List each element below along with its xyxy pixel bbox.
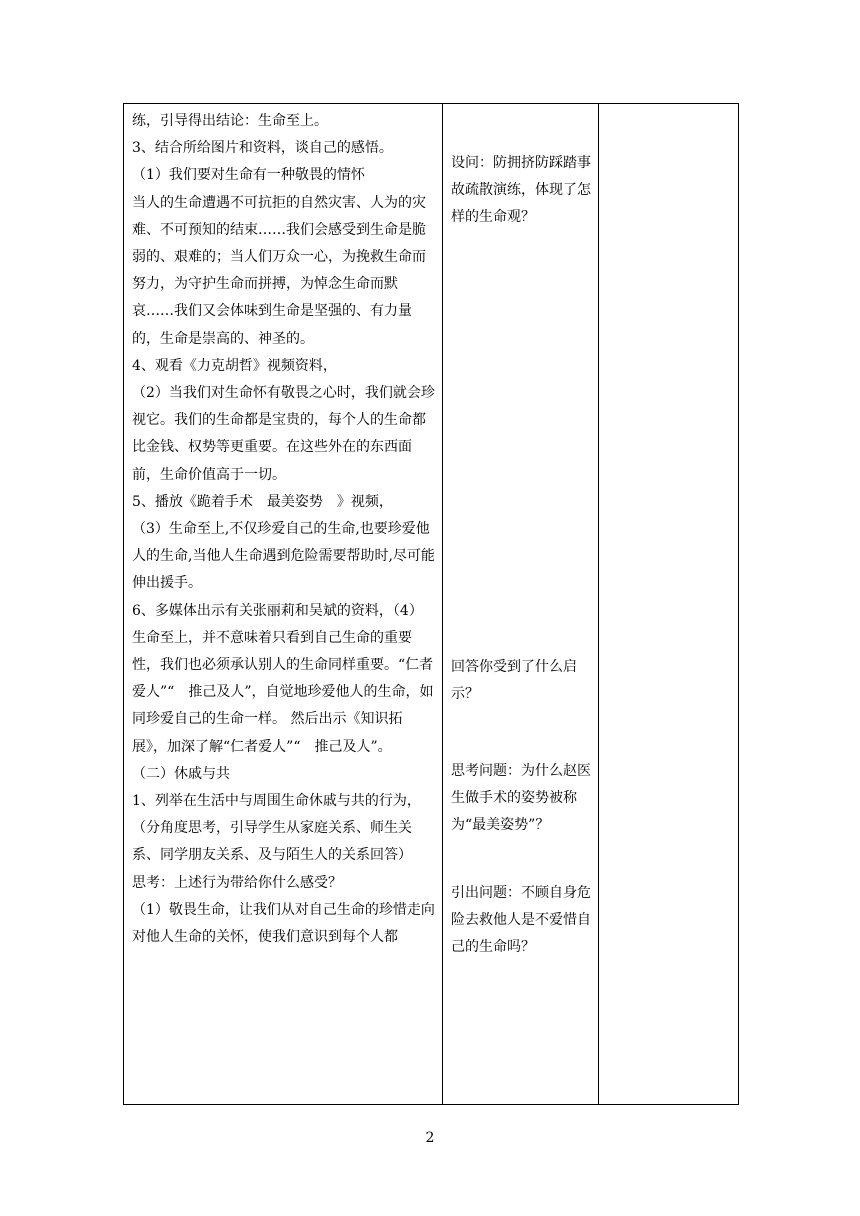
paragraph: 思考：上述行为带给你什么感受？ <box>132 874 342 891</box>
teaching-process-cell <box>124 104 443 1105</box>
paragraph: 练，引导得出结论：生命至上。 <box>132 113 328 129</box>
paragraph: （二）休戚与共 <box>132 765 230 782</box>
notes-cell <box>599 104 739 1105</box>
paragraph: 当人的生命遭遇不可抗拒的自然灾害、人为的灾难、不可预知的结束……我们会感受到生命是脆弱的、艰难的；当人们万众一心，为挽救生命而努力，为守护生命而拼搏，为悼念生命而默哀……我们又会体味到生命是坚强的、有力量的，生命是崇高的、神圣的。 <box>132 194 426 347</box>
paragraph: （3）生命至上,不仅珍爱自己的生命,也要珍爱他人的生命,当他人生命遇到危险需要帮助时,尽可能伸出援手。 <box>132 521 435 592</box>
paragraph: 3、结合所给图片和资料，谈自己的感悟。 <box>132 140 393 157</box>
paragraph: （1）敬畏生命，让我们从对自己生命的珍惜走向对他人生命的关怀，使我们意识到每个人都 <box>132 901 435 946</box>
page-number: 2 <box>425 1130 435 1146</box>
paragraph: 6、多媒体出示有关张丽莉和吴斌的资料，（4）生命至上，并不意味着只看到自己生命的重要性，我们也必须承认别人的生命同样重要。“仁者爱人”“ 推己及人”，自觉地珍爱他人的生命，如同珍爱自己的生命一样。 然后出示《知识拓展》，加深了解“仁者爱人”“ 推己及人”。 <box>132 602 434 755</box>
student-activity-cell <box>443 104 599 1105</box>
question-1: 设问：防拥挤防踩踏事故疏散演练，体现了怎样的生命观？ <box>451 155 591 226</box>
question-3: 思考问题：为什么赵医生做手术的姿势被称为“最美姿势”？ <box>451 763 591 834</box>
question-2: 回答你受到了什么启示？ <box>451 659 577 703</box>
paragraph: （1）我们要对生命有一种敬畏的情怀 <box>132 167 365 184</box>
question-4: 引出问题：不顾自身危险去救他人是不爱惜自己的生命吗？ <box>451 885 591 956</box>
paragraph: 1、列举在生活中与周围生命休戚与共的行为，（分角度思考，引导学生从家庭关系、师生关系、同学朋友关系、及与陌生人的关系回答） <box>132 793 421 864</box>
student-activity-text <box>443 104 598 1104</box>
teaching-process-text <box>124 104 442 951</box>
paragraph: （2）当我们对生命怀有敬畏之心时，我们就会珍视它。我们的生命都是宝贵的，每个人的生命都比金钱、权势等更重要。在这些外在的东西面前，生命价值高于一切。 <box>132 385 435 483</box>
table-row <box>124 104 739 1105</box>
paragraph: 5、播放《跪着手术 最美姿势 》视频， <box>132 493 393 510</box>
paragraph: 4、观看《力克胡哲》视频资料， <box>132 357 337 374</box>
lesson-plan-table <box>123 103 739 1105</box>
